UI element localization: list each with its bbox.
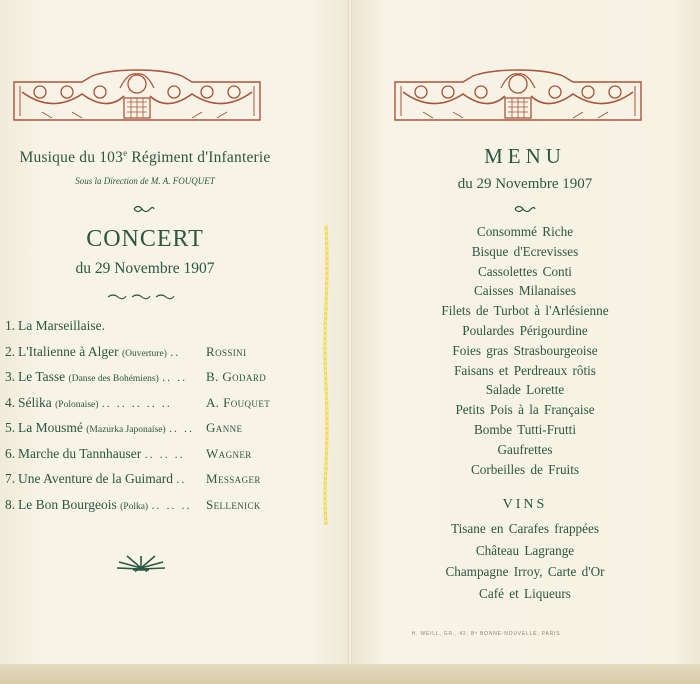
program-composer: B. Godard [206,369,267,384]
frieze-ornament-left [12,62,262,122]
flourish-ornament-left-2 [106,292,176,302]
program-note: (Mazurka Japonaise) [86,425,166,435]
dish-item: Caisses Milanaises [474,283,576,299]
wine-item: Château Lagrange [475,542,575,558]
dish-item: Bisque d'Ecrevisses [471,243,579,259]
dish-item: Foies gras Strasbourgeoise [452,342,598,358]
program-number: 2. [5,343,16,359]
program-number: 7. [5,471,16,486]
wine-list [350,521,700,607]
leader-dots: .. .. .. [151,497,192,512]
program-number: 1. [5,318,16,333]
program-composer: Ganne [206,420,243,435]
program-number: 6. [5,445,16,461]
dish-item: Gaufrettes [497,441,553,457]
leader-dots: .. [170,344,181,359]
program-item [5,344,345,370]
menu-title: MENU [484,144,566,168]
program-title: Le Bon Bourgeois (Polka) .. .. .. [18,496,192,512]
printer-line: H. WEILL, GR., 42, Bᵈ BONNE-NOUVELLE, PARIS [411,631,561,637]
leader-dots: .. [176,472,187,486]
leader-dots: .. .. .. .. .. [101,395,172,410]
binding-cord [323,225,329,525]
menu-date: du 29 Novembre 1907 [457,176,593,192]
dish-item: Poulardes Périgourdine [462,322,588,338]
program-number: 5. [5,420,16,435]
frieze-ornament-right [393,62,643,122]
program-title: Une Aventure de la Guimard .. [18,471,187,486]
program-number: 3. [5,369,16,384]
flourish-ornament-left-1 [132,204,156,214]
program-title: Le Tasse (Danse des Bohémiens) .. .. [18,369,188,384]
program-number: 8. [5,496,16,512]
program-item [5,471,345,497]
dish-item: Cassolettes Conti [478,263,572,279]
menu-page [350,0,700,684]
program-note: (Polka) [120,501,149,512]
wine-item: Champagne Irroy, Carte d'Or [445,564,605,579]
dish-item: Salade Lorette [485,382,565,398]
dish-item: Faisans et Perdreaux rôtis [454,362,596,378]
program-item [5,497,345,523]
program-note: (Danse des Bohémiens) [68,374,159,384]
program-item [5,395,345,421]
program-title: La Mousmé (Mazurka Japonaise) .. .. [18,420,195,435]
program-number: 4. [5,394,16,410]
program-note: (Polonaise) [55,399,99,410]
dish-item: Corbeilles de Fruits [470,461,580,477]
program-title: Sélika (Polonaise) .. .. .. .. .. [18,394,172,410]
program-note: (Ouverture) [122,348,167,359]
program-item [5,446,345,472]
director-line: Sous la Direction de M. A. FOUQUET [75,176,215,186]
program-item [5,369,345,395]
band-title: Musique du 103e Régiment d'Infanterie [19,148,271,167]
program-composer: Messager [206,471,261,486]
wine-item: Café et Liqueurs [479,585,571,601]
concert-program [5,318,345,522]
program-title: L'Italienne à Alger (Ouverture) .. [18,343,181,359]
concert-date: du 29 Novembre 1907 [75,260,215,277]
leader-dots: .. .. [162,370,188,384]
leader-dots: .. .. .. [144,446,185,461]
card-edge [0,664,700,684]
program-composer: Wagner [206,445,252,461]
program-item [5,318,345,344]
palmette-ornament [113,548,169,572]
dish-list [350,224,700,481]
dish-item: Consommé Riche [476,224,574,239]
program-composer: A. Fouquet [206,394,271,410]
wines-title: VINS [502,497,548,512]
flourish-ornament-right-1 [513,204,537,214]
dish-item: Filets de Turbot à l'Arlésienne [441,303,609,319]
program-title: Marche du Tannhauser .. .. .. [18,445,185,461]
program-title: La Marseillaise. [18,318,105,333]
dish-item: Bombe Tutti-Frutti [473,421,577,437]
program-item [5,420,345,446]
leader-dots: .. .. [169,421,195,435]
concert-title: CONCERT [86,226,204,252]
wine-item: Tisane en Carafes frappées [451,521,599,536]
dish-item: Petits Pois à la Française [455,402,595,418]
center-fold [348,0,352,684]
program-composer: Sellenick [206,496,261,512]
program-composer: Rossini [206,343,247,359]
